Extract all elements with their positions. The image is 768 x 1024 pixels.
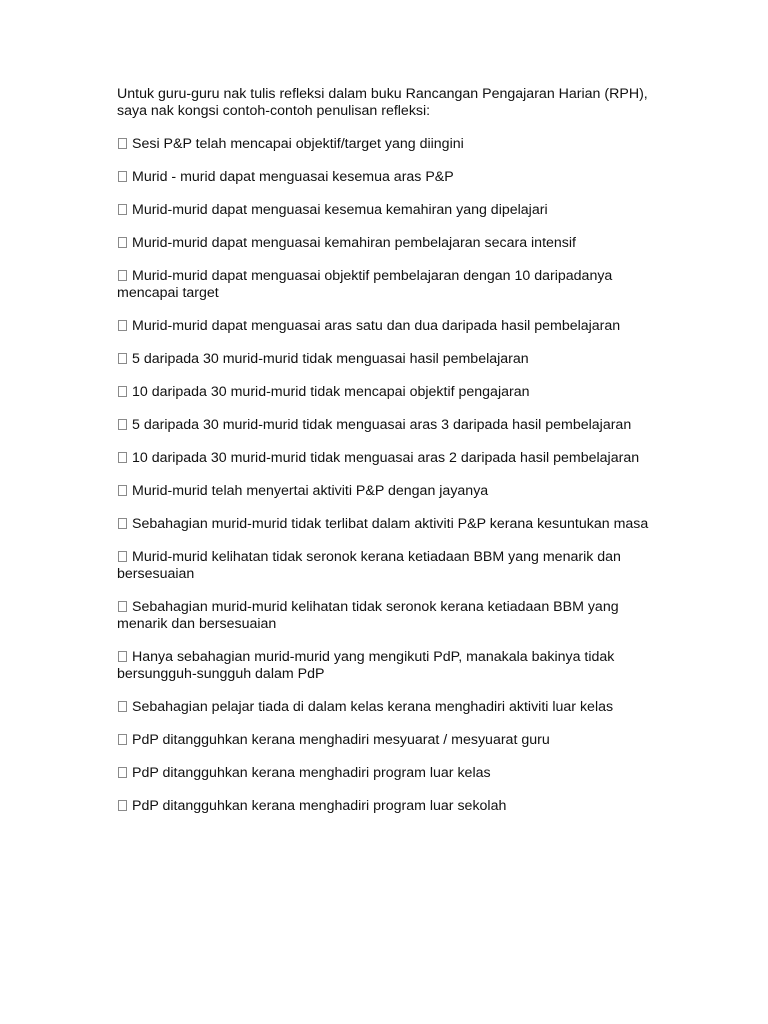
list-item [117,202,662,219]
list-item [117,169,662,186]
list-item [117,483,662,500]
list-item [117,599,662,633]
list-item-text: Sebahagian pelajar tiada di dalam kelas kerana menghadiri aktiviti luar kelas [132,699,614,715]
list-item [117,732,662,749]
missing-glyph-box-icon [118,270,127,281]
list-item-text: Murid-murid telah menyertai aktiviti P&P dengan jayanya [132,483,489,499]
list-item [117,235,662,252]
list-item-text: Murid-murid dapat menguasai objektif pembelajaran dengan 10 daripadanya mencapai target [117,268,613,301]
list-item-text: Murid-murid kelihatan tidak seronok kerana ketiadaan BBM yang menarik dan bersesuaian [117,549,621,582]
list-item-text: PdP ditangguhkan kerana menghadiri program luar sekolah [132,798,507,814]
list-item [117,699,662,716]
list-item [117,798,662,815]
missing-glyph-box-icon [118,237,127,248]
missing-glyph-box-icon [118,485,127,496]
list-item-text: Murid-murid dapat menguasai kesemua kemahiran yang dipelajari [132,202,548,218]
list-item [117,136,662,153]
list-item-text: Sebahagian murid-murid kelihatan tidak seronok kerana ketiadaan BBM yang menarik dan bersesuaian [117,599,619,632]
list-item-text: Hanya sebahagian murid-murid yang mengikuti PdP, manakala bakinya tidak bersungguh-sungguh dalam PdP [117,649,615,682]
list-item-text: PdP ditangguhkan kerana menghadiri mesyuarat / mesyuarat guru [132,732,550,748]
missing-glyph-box-icon [118,701,127,712]
missing-glyph-box-icon [118,767,127,778]
list-item-text: Murid - murid dapat menguasai kesemua aras P&P [132,169,454,185]
missing-glyph-box-icon [118,452,127,463]
missing-glyph-box-icon [118,138,127,149]
list-item [117,268,662,302]
list-item [117,649,662,683]
document-page [117,86,662,831]
missing-glyph-box-icon [118,800,127,811]
list-item-text: Sesi P&P telah mencapai objektif/target yang diingini [132,136,464,152]
list-item [117,318,662,335]
list-item-text: 5 daripada 30 murid-murid tidak menguasai hasil pembelajaran [132,351,529,367]
missing-glyph-box-icon [118,651,127,662]
intro-paragraph: Untuk guru-guru nak tulis refleksi dalam buku Rancangan Pengajaran Harian (RPH), saya nak kongsi contoh-contoh penulisan refleksi: [117,86,648,119]
list-item-text: Sebahagian murid-murid tidak terlibat dalam aktiviti P&P kerana kesuntukan masa [132,516,649,532]
missing-glyph-box-icon [118,734,127,745]
list-item [117,417,662,434]
missing-glyph-box-icon [118,518,127,529]
list-item-text: 10 daripada 30 murid-murid tidak menguasai aras 2 daripada hasil pembelajaran [132,450,640,466]
missing-glyph-box-icon [118,320,127,331]
missing-glyph-box-icon [118,171,127,182]
missing-glyph-box-icon [118,204,127,215]
list-item-text: 5 daripada 30 murid-murid tidak menguasai aras 3 daripada hasil pembelajaran [132,417,632,433]
missing-glyph-box-icon [118,386,127,397]
list-item [117,765,662,782]
list-item [117,450,662,467]
list-item [117,516,662,533]
missing-glyph-box-icon [118,601,127,612]
missing-glyph-box-icon [118,353,127,364]
list-item [117,549,662,583]
list-item [117,384,662,401]
list-item-text: 10 daripada 30 murid-murid tidak mencapai objektif pengajaran [132,384,530,400]
reflection-list [117,136,662,815]
missing-glyph-box-icon [118,419,127,430]
list-item-text: PdP ditangguhkan kerana menghadiri program luar kelas [132,765,491,781]
list-item [117,351,662,368]
missing-glyph-box-icon [118,551,127,562]
list-item-text: Murid-murid dapat menguasai aras satu dan dua daripada hasil pembelajaran [132,318,621,334]
list-item-text: Murid-murid dapat menguasai kemahiran pembelajaran secara intensif [132,235,576,251]
